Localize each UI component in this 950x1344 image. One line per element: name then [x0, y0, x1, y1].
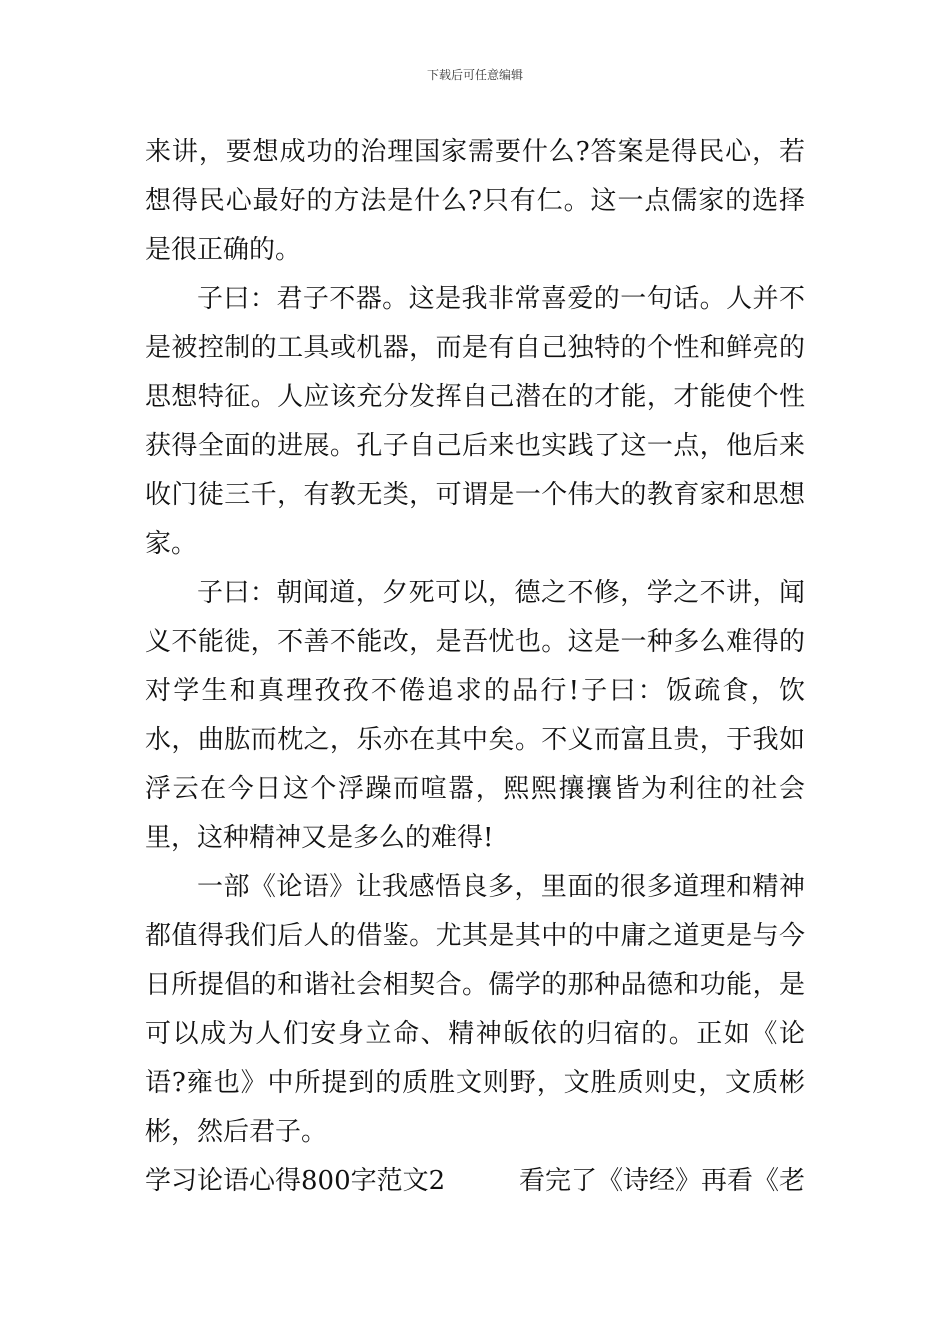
- paragraph-4: 一部《论语》让我感悟良多，里面的很多道理和精神都值得我们后人的借鉴。尤其是其中的中庸之道更是与今日所提倡的和谐社会相契合。儒学的那种品德和功能，是可以成为人们安身立命、精神皈依的归宿的。正如《论语?雍也》中所提到的质胜文则野，文胜质则史，文质彬彬，然后君子。: [145, 872, 805, 1147]
- paragraph-1: 来讲，要想成功的治理国家需要什么?答案是得民心，若想得民心最好的方法是什么?只有仁。这一点儒家的选择是很正确的。: [145, 137, 805, 265]
- section-continuation: 看完了《诗经》再看《老: [518, 1166, 805, 1196]
- page-header: 下载后可任意编辑: [426, 68, 523, 82]
- paragraph-2: 子曰：君子不器。这是我非常喜爱的一句话。人并不是被控制的工具或机器，而是有自己独特的个性和鲜亮的思想特征。人应该充分发挥自己潜在的才能，才能使个性获得全面的进展。孔子自己后来也实践了这一点，他后来收门徒三千，有教无类，可谓是一个伟大的教育家和思想家。: [145, 284, 805, 559]
- section-title: 学习论语心得800字范文2: [145, 1166, 446, 1196]
- section-title-line: [145, 1157, 805, 1206]
- document-body: [145, 128, 805, 1206]
- paragraph-3: 子曰：朝闻道，夕死可以，德之不修，学之不讲，闻义不能徙，不善不能改，是吾忧也。这是一种多么难得的对学生和真理孜孜不倦追求的品行!子曰：饭疏食，饮水，曲肱而枕之，乐亦在其中矣。不义而富且贵，于我如浮云在今日这个浮躁而喧嚣，熙熙攘攘皆为利往的社会里，这种精神又是多么的难得!: [145, 578, 805, 853]
